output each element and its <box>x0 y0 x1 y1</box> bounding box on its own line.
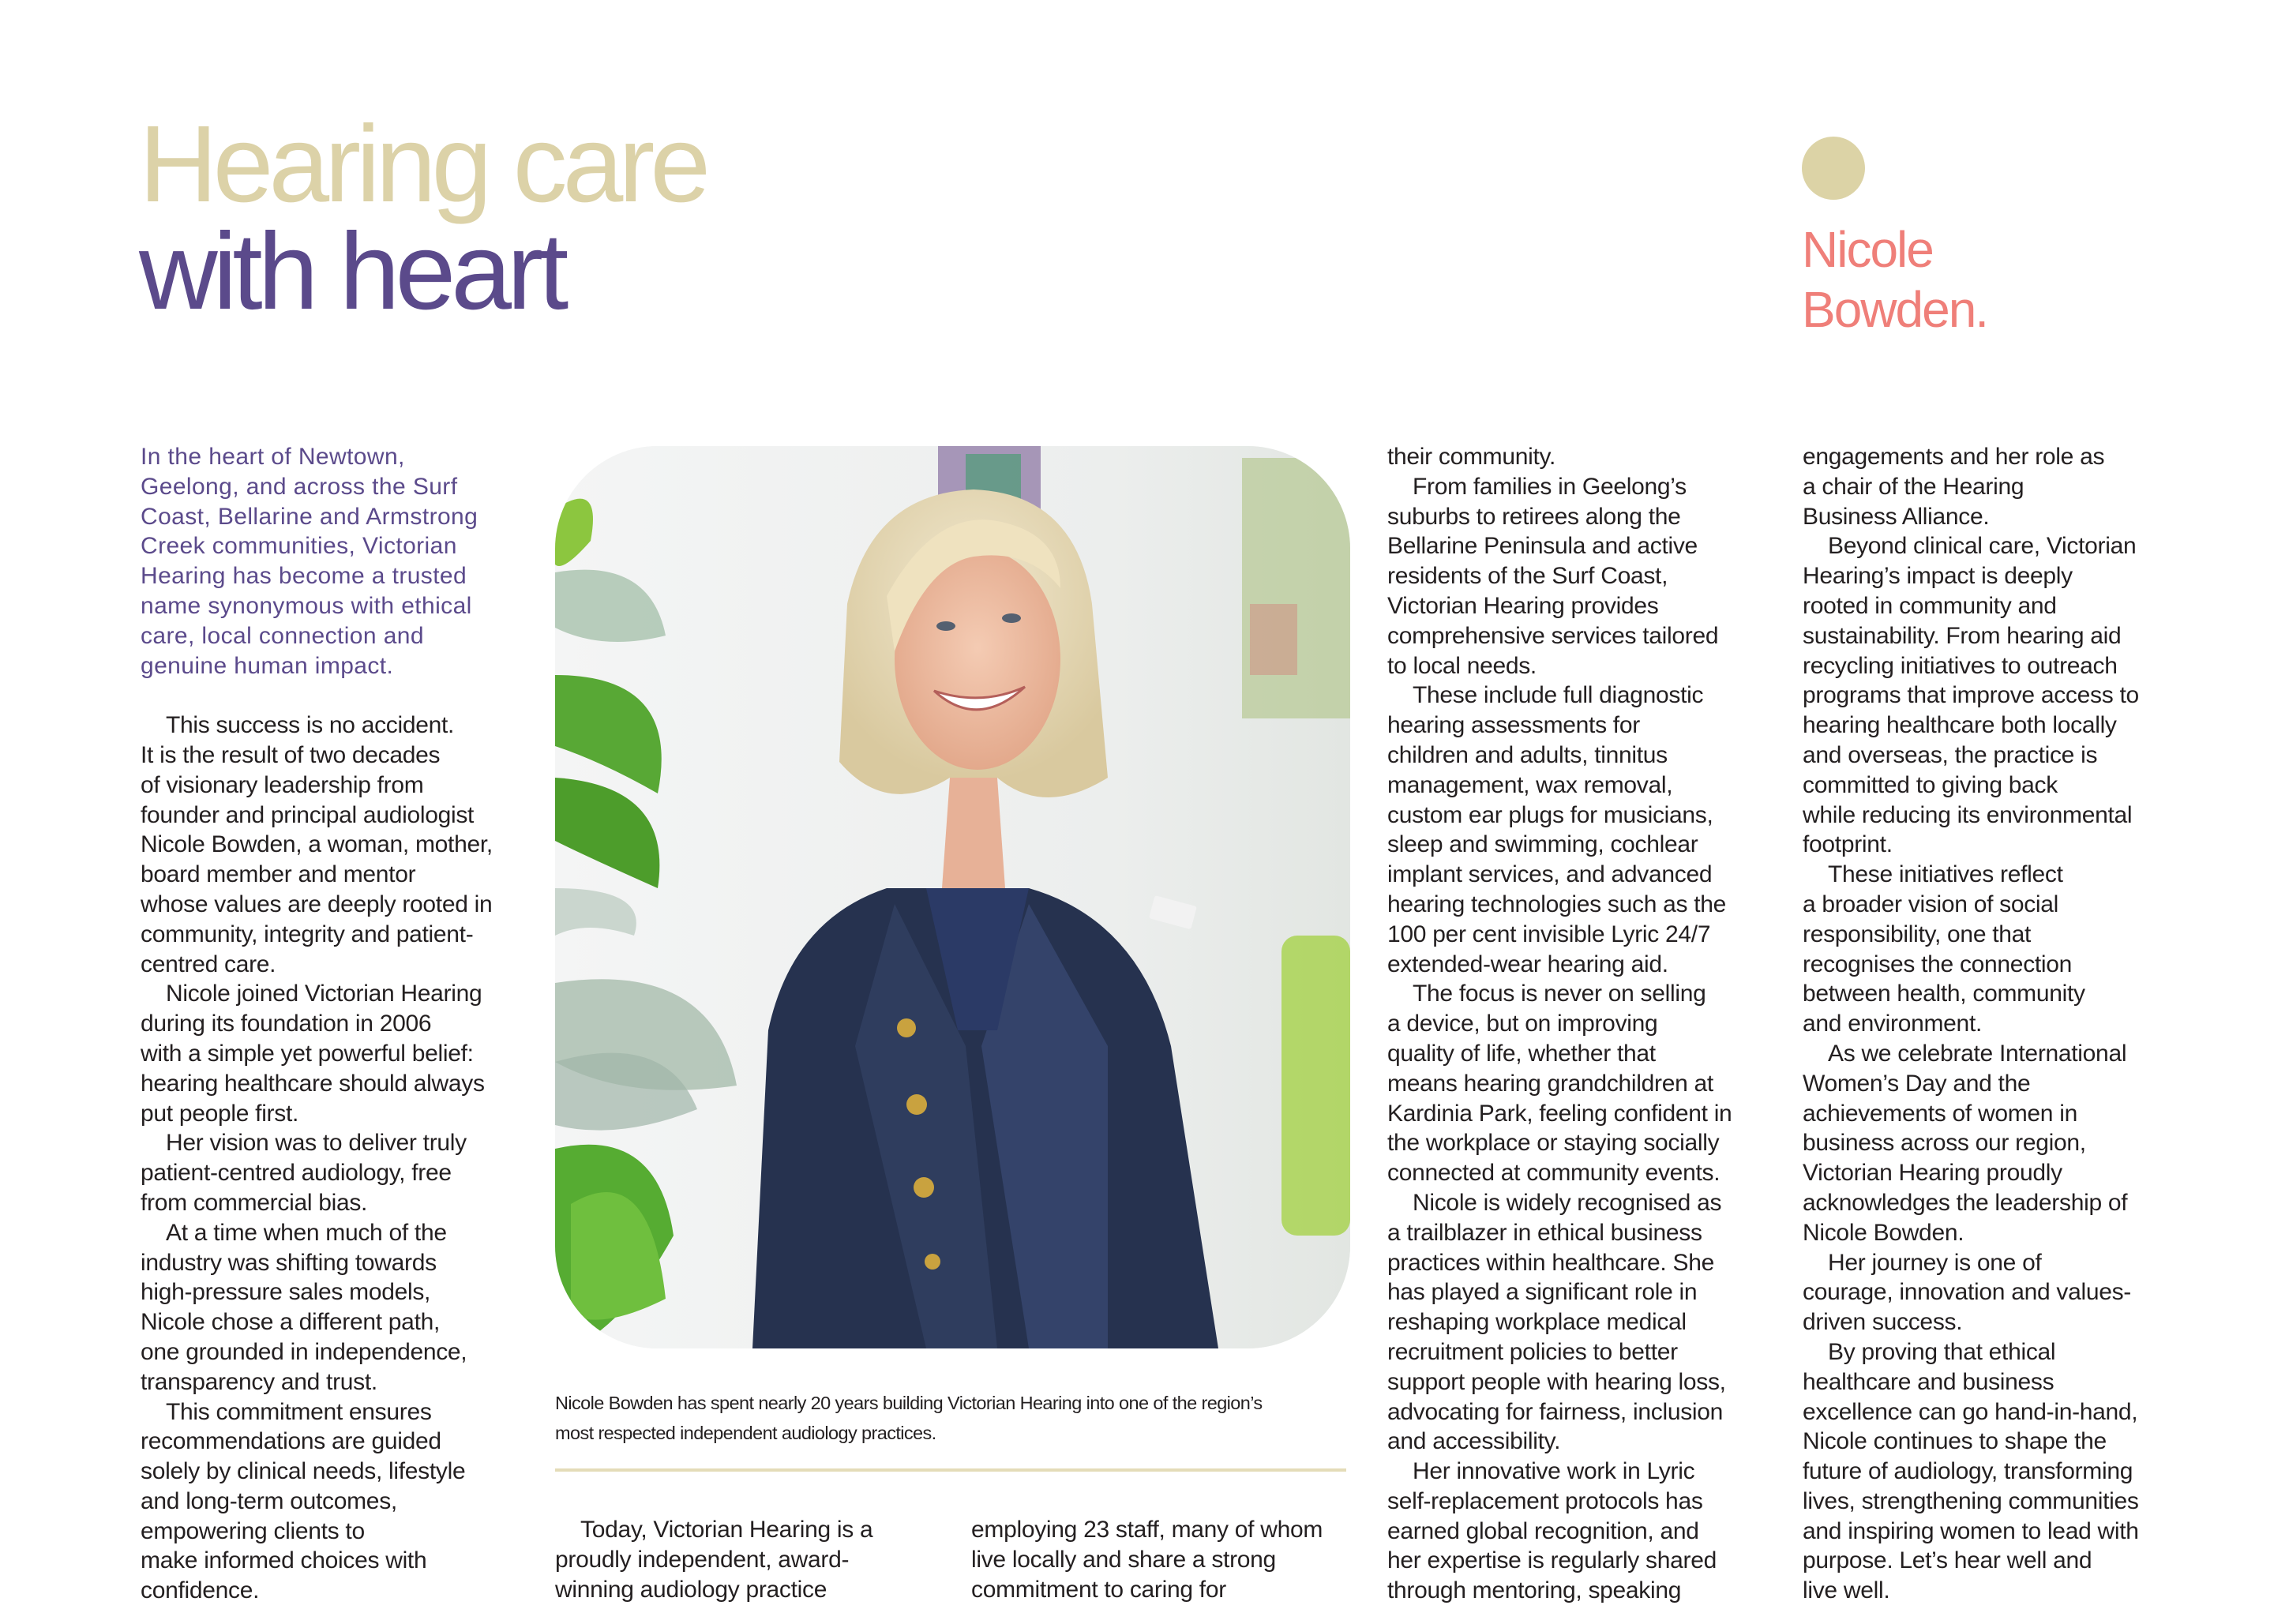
body-line: These include full diagnostic <box>1413 682 1704 709</box>
intro-line: Coast, Bellarine and Armstrong <box>141 503 478 530</box>
article-column-5 <box>1803 442 2197 1606</box>
body-paragraph <box>1387 979 1782 1188</box>
body-line: empowering clients to <box>141 1517 365 1544</box>
body-line: sleep and swimming, cochlear <box>1387 831 1698 858</box>
body-line: The focus is never on selling <box>1413 981 1706 1007</box>
body-line: recycling initiatives to outreach <box>1803 652 2118 679</box>
byline-last-name: Bowden. <box>1802 281 1988 338</box>
body-paragraph <box>971 1515 1366 1604</box>
body-line: Kardinia Park, feeling confident in <box>1387 1100 1732 1127</box>
divider-rule <box>555 1468 1346 1472</box>
intro-line: Geelong, and across the Surf <box>141 473 458 500</box>
body-line: and overseas, the practice is <box>1803 741 2098 768</box>
body-line: courage, innovation and values- <box>1803 1279 2131 1306</box>
body-line: during its foundation in 2006 <box>141 1011 432 1037</box>
body-line: to local needs. <box>1387 652 1537 679</box>
headline-line-2: with heart <box>139 211 565 332</box>
body-line: with a simple yet powerful belief: <box>141 1040 474 1067</box>
body-line: achievements of women in <box>1803 1100 2077 1127</box>
body-line: At a time when much of the <box>166 1219 447 1246</box>
body-paragraph <box>141 711 535 979</box>
body-line: excellence can go hand-in-hand, <box>1803 1398 2138 1425</box>
body-line: hearing technologies such as the <box>1387 891 1727 917</box>
body-line: This success is no accident. <box>166 712 455 739</box>
body-paragraph <box>1387 1188 1782 1457</box>
body-line: connected at community events. <box>1387 1160 1721 1187</box>
body-line: live locally and share a strong <box>971 1546 1276 1573</box>
body-line: 100 per cent invisible Lyric 24/7 <box>1387 921 1711 947</box>
body-line: suburbs to retirees along the <box>1387 503 1681 530</box>
body-line: residents of the Surf Coast, <box>1387 563 1668 590</box>
paragraph-spacer <box>141 681 535 711</box>
body-line: Nicole continues to shape the <box>1803 1428 2107 1455</box>
body-line: winning audiology practice <box>555 1576 827 1603</box>
body-line: sustainability. From hearing aid <box>1803 622 2122 649</box>
body-paragraph <box>141 1128 535 1217</box>
body-paragraph <box>1387 681 1782 979</box>
caption-line: most respected independent audiology practices. <box>555 1423 936 1443</box>
body-line: her expertise is regularly shared <box>1387 1547 1717 1574</box>
body-line: Nicole Bowden, a woman, mother, <box>141 831 493 858</box>
body-line: Nicole Bowden. <box>1803 1219 1964 1246</box>
body-paragraph <box>555 1515 950 1604</box>
intro-line: Hearing has become a trusted <box>141 563 467 590</box>
body-line: from commercial bias. <box>141 1189 368 1216</box>
body-line: put people first. <box>141 1100 299 1127</box>
body-line: whose values are deeply rooted in <box>141 891 493 917</box>
body-line: business across our region, <box>1803 1130 2086 1157</box>
headline <box>139 103 707 332</box>
body-line: and environment. <box>1803 1011 1983 1037</box>
intro-line: In the heart of Newtown, <box>141 444 405 470</box>
body-line: healthcare and business <box>1803 1368 2054 1395</box>
body-line: As we celebrate International <box>1828 1040 2127 1067</box>
body-line: hearing healthcare both locally <box>1803 712 2117 739</box>
body-line: board member and mentor <box>141 861 416 888</box>
body-line: high-pressure sales models, <box>141 1279 431 1306</box>
body-line: transparency and trust. <box>141 1368 377 1395</box>
intro-line: Creek communities, Victorian <box>141 533 457 560</box>
body-line: practices within healthcare. She <box>1387 1249 1714 1276</box>
body-line: Victorian Hearing provides <box>1387 592 1659 619</box>
body-line: of visionary leadership from <box>141 771 424 798</box>
body-line: It is the result of two decades <box>141 741 441 768</box>
body-line: custom ear plugs for musicians, <box>1387 801 1713 828</box>
body-line: future of audiology, transforming <box>1803 1458 2133 1485</box>
body-line: between health, community <box>1803 981 2085 1007</box>
continuation-paragraph <box>1387 442 1782 472</box>
body-line: hearing healthcare should always <box>141 1070 485 1097</box>
body-line: a device, but on improving <box>1387 1011 1658 1037</box>
photo-caption <box>555 1388 1353 1448</box>
body-line: engagements and her role as <box>1803 444 2105 470</box>
byline-name <box>1802 219 1987 339</box>
body-line: make informed choices with <box>141 1547 427 1574</box>
continuation-paragraph <box>1803 442 2197 531</box>
body-line: committed to giving back <box>1803 771 2058 798</box>
body-line: means hearing grandchildren at <box>1387 1070 1713 1097</box>
body-line: advocating for fairness, inclusion <box>1387 1398 1724 1425</box>
body-line: centred care. <box>141 951 276 977</box>
body-line: responsibility, one that <box>1803 921 2032 947</box>
body-line: community, integrity and patient- <box>141 921 474 947</box>
body-line: proudly independent, award- <box>555 1546 850 1573</box>
body-line: Business Alliance. <box>1803 503 1990 530</box>
body-line: founder and principal audiologist <box>141 801 475 828</box>
body-line: rooted in community and <box>1803 592 2057 619</box>
byline-first-name: Nicole <box>1802 221 1933 278</box>
body-line: Her journey is one of <box>1828 1249 2042 1276</box>
body-line: recommendations are guided <box>141 1428 441 1455</box>
body-line: children and adults, tinnitus <box>1387 741 1668 768</box>
body-line: quality of life, whether that <box>1387 1040 1656 1067</box>
body-paragraph <box>1387 1457 1782 1606</box>
body-line: self-replacement protocols has <box>1387 1487 1703 1514</box>
body-line: extended-wear hearing aid. <box>1387 951 1668 977</box>
body-paragraph <box>141 979 535 1128</box>
body-line: confidence. <box>141 1577 260 1604</box>
headline-line-1: Hearing care <box>139 103 707 225</box>
body-line: and accessibility. <box>1387 1428 1561 1455</box>
body-line: earned global recognition, and <box>1387 1517 1699 1544</box>
body-paragraph <box>1803 860 2197 1039</box>
body-paragraph <box>141 1218 535 1397</box>
intro-line: name synonymous with ethical <box>141 592 472 619</box>
body-line: Beyond clinical care, Victorian <box>1828 533 2137 560</box>
body-line: one grounded in independence, <box>141 1338 467 1365</box>
body-line: recruitment policies to better <box>1387 1338 1678 1365</box>
body-line: Her vision was to deliver truly <box>166 1130 467 1157</box>
portrait-illustration <box>555 446 1350 1348</box>
body-line: their community. <box>1387 444 1556 470</box>
body-line: driven success. <box>1803 1309 1963 1336</box>
body-line: commitment to caring for <box>971 1576 1226 1603</box>
body-line: hearing assessments for <box>1387 712 1640 739</box>
body-paragraph <box>1803 1337 2197 1606</box>
body-line: Victorian Hearing proudly <box>1803 1160 2062 1187</box>
article-column-4 <box>1387 442 1782 1606</box>
body-paragraph <box>1803 531 2197 860</box>
body-line: programs that improve access to <box>1803 682 2139 709</box>
body-line: Her innovative work in Lyric <box>1413 1458 1695 1485</box>
body-line: acknowledges the leadership of <box>1803 1189 2128 1216</box>
body-line: management, wax removal, <box>1387 771 1673 798</box>
caption-line: Nicole Bowden has spent nearly 20 years building Victorian Hearing into one of the region’s <box>555 1393 1263 1413</box>
body-line: recognises the connection <box>1803 951 2073 977</box>
article-column-3 <box>971 1515 1366 1604</box>
body-line: Hearing’s impact is deeply <box>1803 563 2073 590</box>
intro-paragraph <box>141 442 535 681</box>
body-paragraph <box>1387 472 1782 681</box>
body-line: employing 23 staff, many of whom <box>971 1517 1323 1543</box>
body-line: footprint. <box>1803 831 1893 858</box>
body-line: a chair of the Hearing <box>1803 473 2024 500</box>
body-line: a trailblazer in ethical business <box>1387 1219 1702 1246</box>
body-line: lives, strengthening communities <box>1803 1487 2139 1514</box>
body-line: Nicole chose a different path, <box>141 1309 441 1336</box>
intro-line: genuine human impact. <box>141 652 394 679</box>
body-line: These initiatives reflect <box>1828 861 2063 888</box>
body-line: a broader vision of social <box>1803 891 2059 917</box>
decorative-dot-icon <box>1802 137 1865 200</box>
body-line: the workplace or staying socially <box>1387 1130 1720 1157</box>
body-line: comprehensive services tailored <box>1387 622 1719 649</box>
body-line: implant services, and advanced <box>1387 861 1713 888</box>
body-line: From families in Geelong’s <box>1413 473 1687 500</box>
body-line: solely by clinical needs, lifestyle <box>141 1458 466 1485</box>
body-line: reshaping workplace medical <box>1387 1309 1687 1336</box>
portrait-photo <box>555 446 1350 1348</box>
intro-line: care, local connection and <box>141 622 424 649</box>
body-line: live well. <box>1803 1577 1890 1604</box>
body-paragraph <box>141 1397 535 1607</box>
body-line: and inspiring women to lead with <box>1803 1517 2139 1544</box>
body-line: support people with hearing loss, <box>1387 1368 1726 1395</box>
body-line: has played a significant role in <box>1387 1279 1698 1306</box>
body-line: This commitment ensures <box>166 1398 432 1425</box>
body-line: while reducing its environmental <box>1803 801 2133 828</box>
body-paragraph <box>1803 1039 2197 1248</box>
body-line: and long-term outcomes, <box>141 1487 397 1514</box>
body-paragraph <box>1803 1248 2197 1337</box>
body-line: purpose. Let’s hear well and <box>1803 1547 2092 1574</box>
body-line: Nicole is widely recognised as <box>1413 1189 1722 1216</box>
body-line: Bellarine Peninsula and active <box>1387 533 1698 560</box>
body-line: Nicole joined Victorian Hearing <box>166 981 482 1007</box>
body-line: By proving that ethical <box>1828 1338 2056 1365</box>
body-line: industry was shifting towards <box>141 1249 437 1276</box>
body-line: Women’s Day and the <box>1803 1070 2031 1097</box>
article-column-2 <box>555 1515 950 1604</box>
body-line: patient-centred audiology, free <box>141 1160 452 1187</box>
body-line: through mentoring, speaking <box>1387 1577 1682 1604</box>
body-line: Today, Victorian Hearing is a <box>580 1517 873 1543</box>
article-column-1 <box>141 442 535 1606</box>
